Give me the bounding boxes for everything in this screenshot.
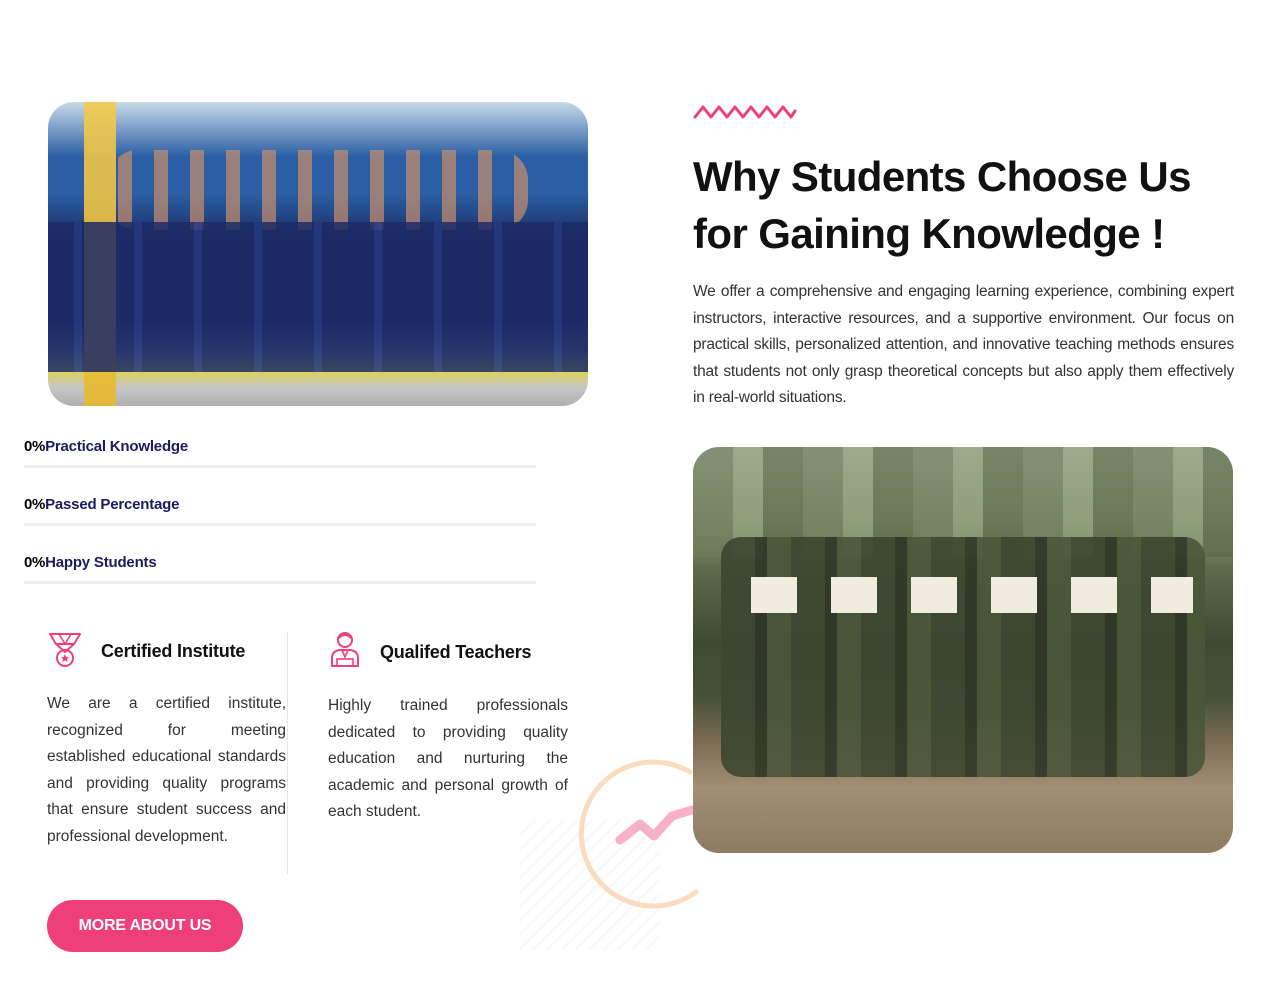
photo-faces — [108, 150, 528, 230]
feature-title: Qualifed Teachers — [380, 642, 532, 662]
zigzag-accent-icon — [693, 103, 797, 126]
progress-bar — [24, 465, 536, 468]
students-group-photo — [48, 102, 588, 406]
progress-label: Passed Percentage — [45, 496, 180, 513]
feature-text: We are a certified institute, recognized for meeting established educational standards and providing quality programs that ensure student success and professional development. — [47, 695, 286, 845]
progress-happy-students — [24, 554, 536, 584]
progress-bar — [24, 581, 536, 584]
feature-title: Certified Institute — [101, 641, 246, 661]
cadets-award-photo — [693, 447, 1233, 853]
photo-cadets — [721, 537, 1205, 777]
feature-certified-institute — [47, 630, 286, 851]
progress-bar — [24, 523, 536, 526]
progress-practical-knowledge — [24, 438, 536, 468]
progress-percent: 0% — [24, 496, 46, 513]
teacher-icon — [328, 630, 362, 675]
certificate-badge-icon — [47, 630, 83, 673]
feature-divider — [287, 632, 288, 874]
more-about-us-button[interactable]: MORE ABOUT US — [47, 900, 243, 952]
section-heading: Why Students Choose Us for Gaining Knowledge ! — [693, 153, 1191, 257]
progress-percent: 0% — [24, 554, 46, 571]
feature-text: Highly trained professionals dedicated to providing quality education and nurturing the academic and personal growth of each student. — [328, 697, 568, 821]
feature-qualified-teachers — [328, 630, 568, 826]
photo-certificates — [733, 577, 1193, 613]
progress-passed-percentage — [24, 496, 536, 526]
progress-label: Practical Knowledge — [45, 438, 189, 455]
decorative-circle-icon — [560, 752, 700, 917]
progress-label: Happy Students — [45, 554, 157, 571]
progress-percent: 0% — [24, 438, 46, 455]
section-description: We offer a comprehensive and engaging learning experience, combining expert instructors, interactive resources, and a supportive environment. Our focus on practical skills, personalized attention, and innovative teaching methods ensures that students not only grasp theoretical concepts but also apply them effectively in real-world situations. — [693, 283, 1234, 406]
photo-students — [48, 222, 588, 372]
